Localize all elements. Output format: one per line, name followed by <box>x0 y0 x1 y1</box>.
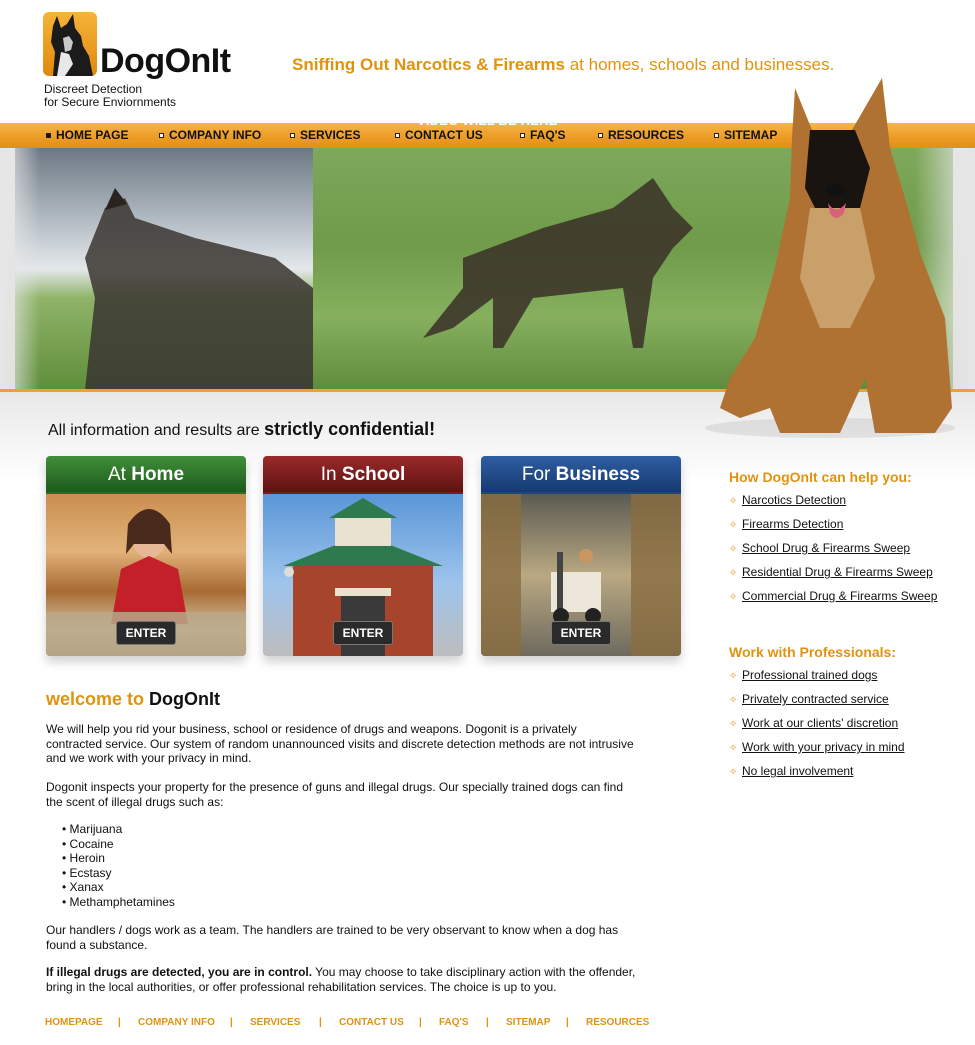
enter-button[interactable]: ENTER <box>333 621 393 645</box>
diamond-bullet-icon: ✧ <box>729 544 738 555</box>
nav-resources[interactable] <box>598 123 684 148</box>
diamond-bullet-icon: ✧ <box>729 496 738 507</box>
card-title-bold: Business <box>555 464 641 485</box>
list-item <box>729 541 937 565</box>
diamond-bullet-icon: ✧ <box>729 719 738 730</box>
list-item: • Heroin <box>62 851 175 866</box>
footer-link-faqs[interactable]: FAQ'S <box>439 1017 469 1028</box>
nav-label: CONTACT US <box>405 128 483 142</box>
list-item <box>729 517 937 541</box>
nav-bullet-icon <box>159 133 164 138</box>
nav-label: FAQ'S <box>530 128 566 142</box>
help-list <box>729 493 937 613</box>
card-title-prefix: At <box>107 464 132 485</box>
help-section-title: How DogOnIt can help you: <box>729 469 912 485</box>
nav-bullet-icon <box>395 133 400 138</box>
confidential-statement <box>48 419 435 440</box>
diamond-bullet-icon: ✧ <box>729 743 738 754</box>
list-item <box>729 493 937 517</box>
footer-separator: | <box>486 1017 489 1028</box>
help-link-firearms[interactable]: Firearms Detection <box>742 517 844 531</box>
professionals-section-title: Work with Professionals: <box>729 644 896 660</box>
welcome-heading <box>46 689 220 710</box>
logo-subtitle <box>44 83 244 109</box>
help-link-school-sweep[interactable]: School Drug & Firearms Sweep <box>742 541 911 555</box>
hero-photo-dog-profile <box>15 148 313 390</box>
nav-bullet-icon <box>290 133 295 138</box>
card-title-bold: School <box>341 464 406 485</box>
list-item <box>729 764 905 788</box>
diamond-bullet-icon: ✧ <box>729 695 738 706</box>
tagline <box>292 55 834 75</box>
welcome-brand-name: DogOnIt <box>149 689 221 709</box>
card-header <box>481 456 681 494</box>
footer-separator: | <box>118 1017 121 1028</box>
card-header <box>46 456 246 494</box>
welcome-paragraph-1: We will help you rid your business, school or residence of drugs and weapons. Dogonit is a privately contracted service. Our system of random unannounced visits and discrete detection methods are not intrusive and we work with your privacy in mind. <box>46 722 634 765</box>
card-at-home[interactable] <box>46 456 246 656</box>
diamond-bullet-icon: ✧ <box>729 671 738 682</box>
help-link-narcotics[interactable]: Narcotics Detection <box>742 493 847 507</box>
list-item <box>729 740 905 764</box>
logo-subtitle-line-1: Discreet Detection <box>44 82 143 96</box>
list-item: • Methamphetamines <box>62 895 175 910</box>
footer-link-company-info[interactable]: COMPANY INFO <box>138 1017 215 1028</box>
nav-label: HOME PAGE <box>56 128 129 142</box>
logo-wordmark[interactable]: DogOnIt <box>100 42 231 80</box>
list-item: • Ecstasy <box>62 866 175 881</box>
german-shepherd-mascot-image <box>700 78 960 438</box>
nav-label: RESOURCES <box>608 128 685 142</box>
pro-link-discretion[interactable]: Work at our clients' discretion <box>742 716 899 730</box>
nav-home-page[interactable] <box>46 123 128 148</box>
tagline-bold: Sniffing Out Narcotics & Firearms <box>292 55 565 74</box>
video-placeholder-label: VIDEO WILL BE HERE <box>417 113 558 128</box>
list-item: • Xanax <box>62 880 175 895</box>
welcome-paragraph-2: Dogonit inspects your property for the presence of guns and illegal drugs. Our specially trained dogs can find the scent of illegal drugs such as: <box>46 780 623 809</box>
nav-bullet-icon <box>520 133 525 138</box>
nav-bullet-icon <box>598 133 603 138</box>
footer-link-homepage[interactable]: HOMEPAGE <box>45 1017 103 1028</box>
list-item <box>729 589 937 613</box>
nav-company-info[interactable] <box>159 123 261 148</box>
card-in-school[interactable] <box>263 456 463 656</box>
diamond-bullet-icon: ✧ <box>729 592 738 603</box>
pro-link-trained-dogs[interactable]: Professional trained dogs <box>742 668 878 682</box>
confidential-prefix: All information and results are <box>48 422 265 439</box>
nav-label: SERVICES <box>300 128 361 142</box>
drug-list <box>62 822 175 909</box>
pro-link-privacy[interactable]: Work with your privacy in mind <box>742 740 905 754</box>
list-item <box>729 692 905 716</box>
welcome-prefix: welcome to <box>46 689 145 709</box>
footer-separator: | <box>230 1017 233 1028</box>
pro-link-private-service[interactable]: Privately contracted service <box>742 692 889 706</box>
footer-link-resources[interactable]: RESOURCES <box>586 1017 650 1028</box>
footer-separator: | <box>319 1017 322 1028</box>
list-item: • Cocaine <box>62 837 175 852</box>
nav-bullet-icon <box>46 133 51 138</box>
logo-dog-icon[interactable] <box>43 12 97 76</box>
diamond-bullet-icon: ✧ <box>729 568 738 579</box>
card-title-prefix: In <box>320 464 342 485</box>
list-item <box>729 668 905 692</box>
list-item <box>729 716 905 740</box>
enter-button[interactable]: ENTER <box>116 621 176 645</box>
list-item: • Marijuana <box>62 822 175 837</box>
card-header <box>263 456 463 494</box>
footer-link-contact-us[interactable]: CONTACT US <box>339 1017 404 1028</box>
card-for-business[interactable] <box>481 456 681 656</box>
nav-label: COMPANY INFO <box>169 128 262 142</box>
control-statement-bold: If illegal drugs are detected, you are in control. <box>46 965 313 979</box>
pro-link-no-legal[interactable]: No legal involvement <box>742 764 854 778</box>
logo-subtitle-line-2: for Secure Enviornments <box>44 95 177 109</box>
footer-separator: | <box>419 1017 422 1028</box>
list-item <box>729 565 937 589</box>
footer-link-sitemap[interactable]: SITEMAP <box>506 1017 551 1028</box>
hero-fade-left <box>0 148 40 390</box>
diamond-bullet-icon: ✧ <box>729 767 738 778</box>
control-statement-rest: You may choose to take disciplinary action with the offender, bring in the local authorities, or offer professional rehabilitation services. The choice is up to you. <box>46 965 636 994</box>
nav-services[interactable] <box>290 123 360 148</box>
enter-button[interactable]: ENTER <box>551 621 611 645</box>
diamond-bullet-icon: ✧ <box>729 520 738 531</box>
confidential-bold: strictly confidential! <box>264 419 436 439</box>
nav-label: SITEMAP <box>724 128 778 142</box>
card-title-prefix: For <box>521 464 556 485</box>
footer-separator: | <box>566 1017 569 1028</box>
help-link-commercial-sweep[interactable]: Commercial Drug & Firearms Sweep <box>742 589 938 603</box>
tagline-rest: at homes, schools and businesses. <box>565 55 835 74</box>
welcome-paragraph-3: Our handlers / dogs work as a team. The handlers are trained to be very observant to know when a dog has found a substance. <box>46 923 619 952</box>
help-link-residential-sweep[interactable]: Residential Drug & Firearms Sweep <box>742 565 933 579</box>
welcome-paragraph-4 <box>46 965 636 994</box>
card-title-bold: Home <box>131 464 185 485</box>
professionals-list <box>729 668 905 788</box>
footer-link-services[interactable]: SERVICES <box>250 1017 301 1028</box>
